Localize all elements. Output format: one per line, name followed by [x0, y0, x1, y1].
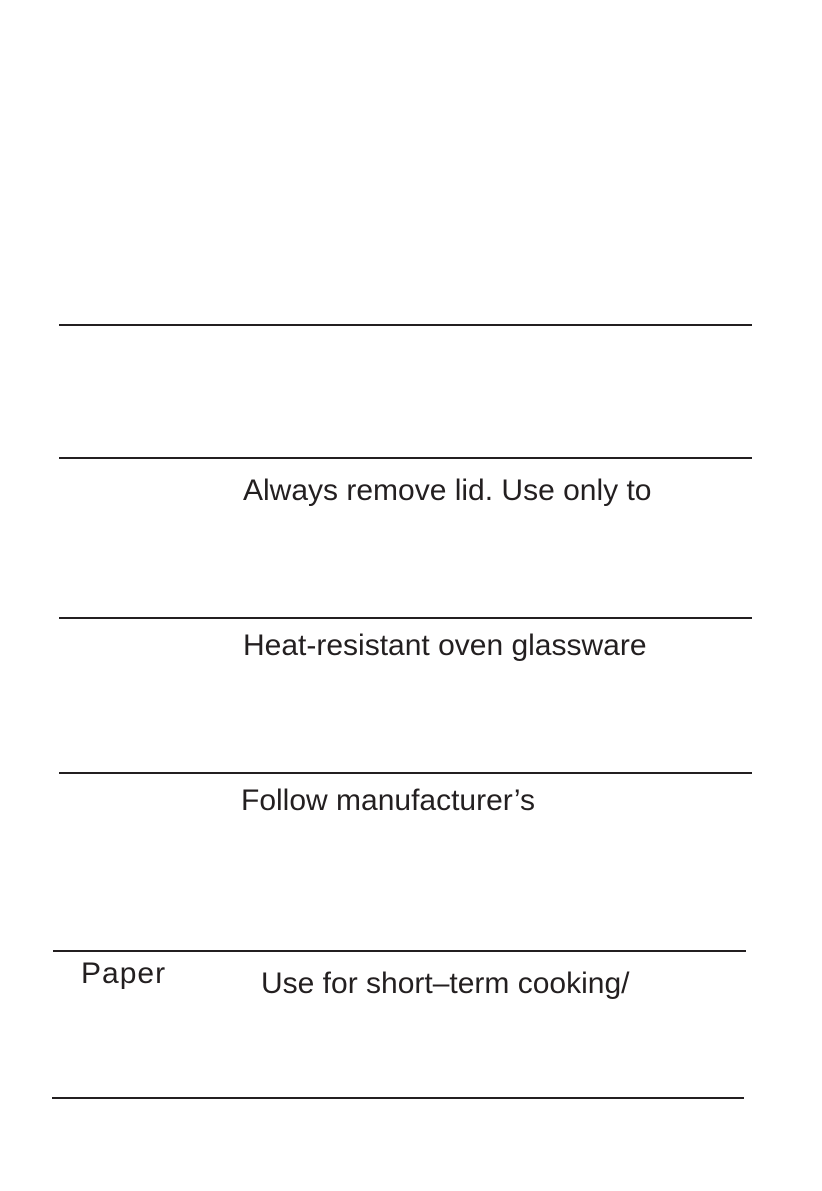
table-rule [59, 617, 752, 619]
table-rule [59, 772, 752, 774]
row-description: Follow manufacturer’s [241, 784, 536, 817]
row-description: Always remove lid. Use only to [243, 474, 652, 507]
table-rule [53, 950, 746, 952]
row-description: Use for short–term cooking/ [261, 967, 630, 1000]
row-material: Paper [81, 957, 167, 990]
table-rule [52, 1097, 744, 1099]
table-rule [59, 324, 752, 326]
table-rule [59, 457, 752, 459]
row-description: Heat-resistant oven glassware [243, 629, 647, 662]
